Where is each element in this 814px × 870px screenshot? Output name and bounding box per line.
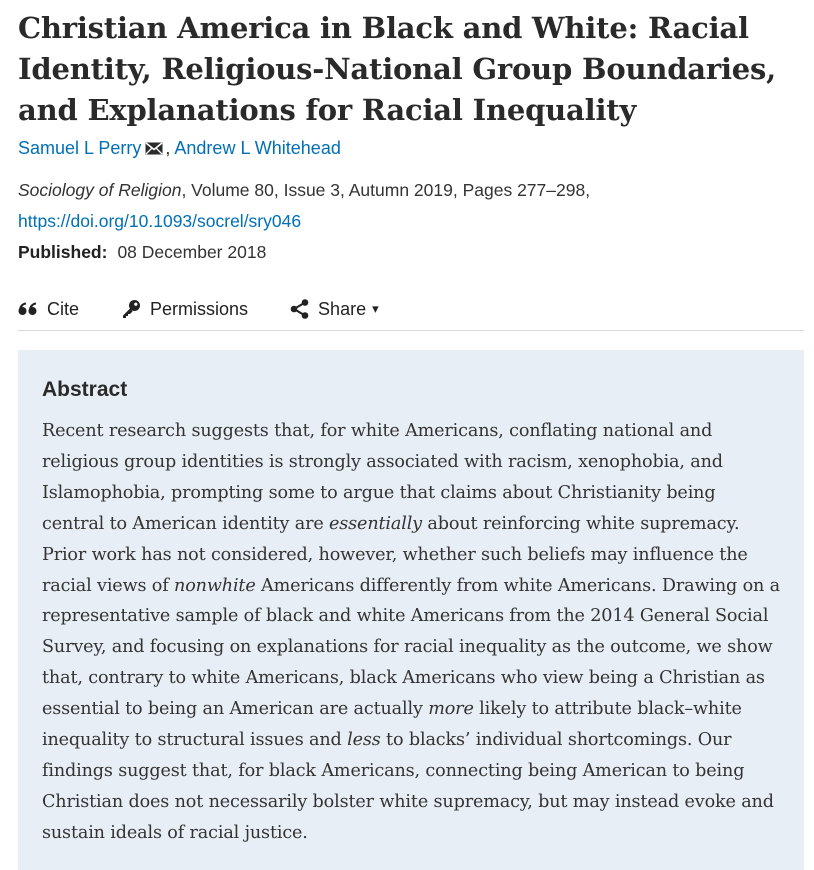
- published-date: 08 December 2018: [117, 242, 267, 262]
- key-icon: [121, 299, 141, 319]
- author-list: [18, 133, 804, 163]
- cite-button[interactable]: [18, 294, 79, 324]
- envelope-icon[interactable]: [145, 142, 163, 155]
- abstract-segment: to blacks’ individual shortcomings. Our findings suggest that, for black Americans, connecting being American to being Christian does not necessarily bolster white supremacy, but may instead evoke and sustain ideals of racial justice.: [42, 730, 774, 843]
- article-title: Christian America in Black and White: Racial Identity, Religious-National Group Boundaries, and Explanations for Racial Inequality: [18, 11, 777, 127]
- author-link-whitehead[interactable]: Andrew L Whitehead: [174, 138, 341, 158]
- abstract-emphasis: less: [347, 730, 381, 751]
- citation-info: [18, 175, 804, 237]
- chevron-down-icon: ▾: [372, 301, 379, 316]
- abstract-emphasis: nonwhite: [174, 575, 256, 596]
- citation-details: , Volume 80, Issue 3, Autumn 2019, Pages 277–298,: [181, 180, 591, 200]
- published-info: [18, 237, 804, 268]
- share-icon: [290, 299, 309, 319]
- share-label: Share: [318, 298, 367, 319]
- abstract-segment: likely to attribute black–white inequality to structural issues and: [42, 699, 742, 751]
- author-link-perry[interactable]: Samuel L Perry: [18, 138, 142, 158]
- abstract-segment: Recent research suggests that, for white Americans, conflating national and religious group identities is strongly associated with racism, xenophobia, and Islamophobia, prompting some to argue that claims about Christianity being central to American identity are: [42, 421, 723, 534]
- abstract-segment: Americans differently from white Americans. Drawing on a representative sample of black and white Americans from the 2014 General Social Survey, and focusing on explanations for racial inequality as the outcome, we show that, contrary to white Americans, black Americans who view being a Christian as essential to being an American are actually: [42, 575, 780, 720]
- cite-label: Cite: [47, 298, 80, 319]
- published-label: Published:: [18, 242, 108, 262]
- permissions-label: Permissions: [150, 298, 249, 319]
- doi-link[interactable]: https://doi.org/10.1093/socrel/sry046: [18, 211, 302, 231]
- article-page: [18, 8, 804, 843]
- abstract-emphasis: more: [428, 699, 474, 720]
- author-separator: ,: [165, 138, 175, 158]
- abstract-heading: Abstract: [42, 378, 128, 401]
- permissions-button[interactable]: [121, 294, 248, 324]
- abstract-segment: about reinforcing white supremacy. Prior work has not considered, however, whether such beliefs may influence the racial views of: [42, 513, 748, 596]
- abstract-text: [42, 416, 780, 849]
- share-button[interactable]: [290, 294, 379, 324]
- journal-name: Sociology of Religion: [18, 180, 182, 200]
- article-toolbar: [18, 294, 804, 331]
- abstract-emphasis: essentially: [329, 513, 422, 534]
- abstract-section: [18, 350, 804, 870]
- quote-icon: [18, 302, 38, 316]
